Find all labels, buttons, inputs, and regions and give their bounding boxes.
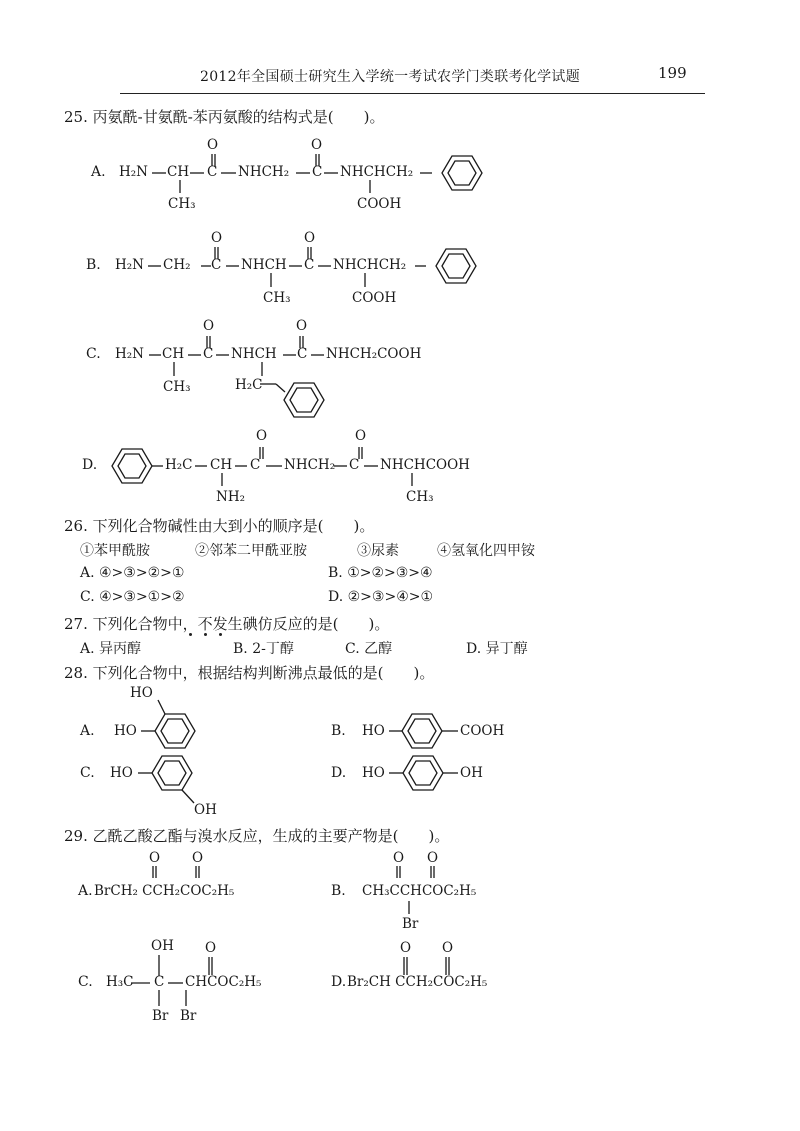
q29-option-c-label[interactable]: C.	[78, 974, 93, 990]
q29-b-o2: O	[427, 850, 439, 866]
q25-b-c1: C	[211, 257, 222, 273]
q26-option-c[interactable]: C. ④>③>①>②	[80, 589, 185, 605]
q25-c-o2: O	[296, 318, 308, 334]
q28-option-b-label[interactable]: B.	[331, 723, 346, 739]
q27-stem-suffix: 碘仿反应的是( )。	[242, 615, 390, 633]
q28-c-bonds	[138, 756, 194, 803]
q28-b-ho: HO	[362, 723, 385, 739]
q25-a-nhchch2: NHCHCH₂	[340, 164, 414, 180]
q25-b-nhchch2: NHCHCH₂	[333, 257, 407, 273]
q25-stem: 25. 丙氨酰-甘氨酰-苯丙氨酸的结构式是( )。	[64, 108, 385, 126]
q25-c-h2n: H₂N	[115, 346, 144, 362]
q25-d-nh2: NH₂	[216, 489, 245, 505]
q26-stem: 26. 下列化合物碱性由大到小的顺序是( )。	[64, 517, 375, 535]
q25-b-nhch: NHCH	[241, 257, 287, 273]
q28-b-cooh: COOH	[460, 723, 505, 739]
q28-stem: 28. 下列化合物中，根据结构判断沸点最低的是( )。	[64, 664, 435, 682]
q26-item-3: ③尿素	[357, 543, 399, 559]
q28-a-ho-left: HO	[114, 723, 137, 739]
q28-d-bonds	[389, 756, 458, 790]
q28-a-bonds	[141, 700, 195, 748]
emphasis-dot	[204, 633, 207, 636]
q26-option-d[interactable]: D. ②>③>④>①	[328, 589, 434, 605]
q25-a-o2: O	[311, 137, 323, 153]
q29-d-o2: O	[442, 940, 454, 956]
q28-option-a-label[interactable]: A.	[80, 723, 95, 739]
q25-a-nhch2: NHCH₂	[238, 164, 290, 180]
q26-item-2: ②邻苯二甲酰亚胺	[195, 543, 307, 559]
q28-c-ho: HO	[110, 765, 133, 781]
q25-c-c2: C	[297, 346, 308, 362]
q27-stem-prefix: 27. 下列化合物中，	[64, 615, 198, 633]
q25-c-ch: CH	[162, 346, 185, 362]
q29-c-oh: OH	[151, 938, 174, 954]
q29-d-o1: O	[400, 940, 412, 956]
q25-a-h2n: H₂N	[119, 164, 148, 180]
q28-option-d-label[interactable]: D.	[331, 765, 347, 781]
q28-b-bonds	[389, 714, 458, 748]
q25-b-ch3: CH₃	[263, 290, 291, 306]
q25-c-h2c: H₂C	[235, 377, 263, 393]
running-header-title: 2012年全国硕士研究生入学统一考试农学门类联考化学试题	[200, 69, 581, 85]
page-number: 199	[658, 64, 687, 82]
q29-option-a-label[interactable]: A.	[78, 883, 93, 899]
q25-option-b-label[interactable]: B.	[86, 257, 101, 273]
q29-c-c: C	[154, 974, 165, 990]
q29-option-d-label[interactable]: D.	[331, 974, 347, 990]
q25-d-o1: O	[256, 428, 268, 444]
q25-a-o1: O	[207, 137, 219, 153]
q28-option-c-label[interactable]: C.	[80, 765, 95, 781]
q29-option-b-label[interactable]: B.	[331, 883, 346, 899]
q28-c-oh: OH	[194, 802, 217, 818]
q27-option-d[interactable]: D. 异丁醇	[466, 641, 528, 657]
q25-b-c2: C	[304, 257, 315, 273]
q25-d-nhchcooh: NHCHCOOH	[380, 457, 470, 473]
q28-d-oh: OH	[460, 765, 483, 781]
q25-d-ch3: CH₃	[406, 489, 434, 505]
q25-option-d-label[interactable]: D.	[82, 457, 98, 473]
q26-item-1: ①苯甲酰胺	[80, 543, 150, 559]
q27-option-b[interactable]: B. 2-丁醇	[233, 641, 294, 657]
q25-c-nhch: NHCH	[231, 346, 277, 362]
q29-c-h3c: H₃C	[106, 974, 134, 990]
q29-b-br: Br	[402, 916, 419, 932]
q25-b-o1: O	[211, 230, 223, 246]
q25-a-c1: C	[207, 164, 218, 180]
q29-b-o1: O	[393, 850, 405, 866]
q25-c-ch3: CH₃	[163, 379, 191, 395]
q29-c-br1: Br	[152, 1008, 169, 1024]
q29-a-o2: O	[192, 850, 204, 866]
q26-option-b[interactable]: B. ①>②>③>④	[328, 565, 433, 581]
q27-stem-emphasis: 不发生	[197, 615, 243, 633]
q25-d-c1: C	[250, 457, 261, 473]
q29-c-chcooc2h5: CHCOC₂H₅	[185, 974, 262, 990]
q25-option-a-label[interactable]: A.	[91, 164, 106, 180]
q25-a-c2: C	[312, 164, 323, 180]
q25-b-cooh: COOH	[352, 290, 397, 306]
q25-option-c-label[interactable]: C.	[86, 346, 101, 362]
header-rule	[120, 93, 705, 94]
q25-d-c2: C	[349, 457, 360, 473]
q25-d-h2c: H₂C	[165, 457, 193, 473]
emphasis-dot	[189, 633, 192, 636]
q25-b-ch2: CH₂	[163, 257, 191, 273]
q25-d-o2: O	[355, 428, 367, 444]
q28-d-ho: HO	[362, 765, 385, 781]
q27-option-a[interactable]: A. 异丙醇	[80, 641, 142, 657]
q26-item-4: ④氢氧化四甲铵	[437, 543, 535, 559]
emphasis-dot	[219, 633, 222, 636]
q25-a-ch: CH	[167, 164, 190, 180]
q28-a-ho-top: HO	[130, 685, 153, 701]
q27-option-c[interactable]: C. 乙醇	[345, 641, 393, 657]
q27-stem	[64, 613, 389, 634]
q25-b-h2n: H₂N	[115, 257, 144, 273]
q25-d-bonds	[112, 447, 412, 486]
q25-c-c1: C	[203, 346, 214, 362]
q29-b-formula: CH₃CCHCOC₂H₅	[362, 883, 477, 899]
q29-d-formula: Br₂CH CCH₂COC₂H₅	[347, 974, 488, 990]
q25-d-ch: CH	[210, 457, 233, 473]
q25-d-nhch2: NHCH₂	[284, 457, 336, 473]
q29-stem: 29. 乙酰乙酸乙酯与溴水反应，生成的主要产物是( )。	[64, 827, 450, 845]
q29-c-o: O	[205, 940, 217, 956]
q25-b-o2: O	[304, 230, 316, 246]
q29-a-formula: BrCH₂ CCH₂COC₂H₅	[94, 883, 235, 899]
q25-c-nhch2cooh: NHCH₂COOH	[326, 346, 422, 362]
q25-a-cooh: COOH	[357, 196, 402, 212]
q25-a-ch3: CH₃	[168, 196, 196, 212]
q29-a-o1: O	[149, 850, 161, 866]
q26-option-a[interactable]: A. ④>③>②>①	[80, 565, 185, 581]
q29-c-br2: Br	[180, 1008, 197, 1024]
q25-c-o1: O	[203, 318, 215, 334]
